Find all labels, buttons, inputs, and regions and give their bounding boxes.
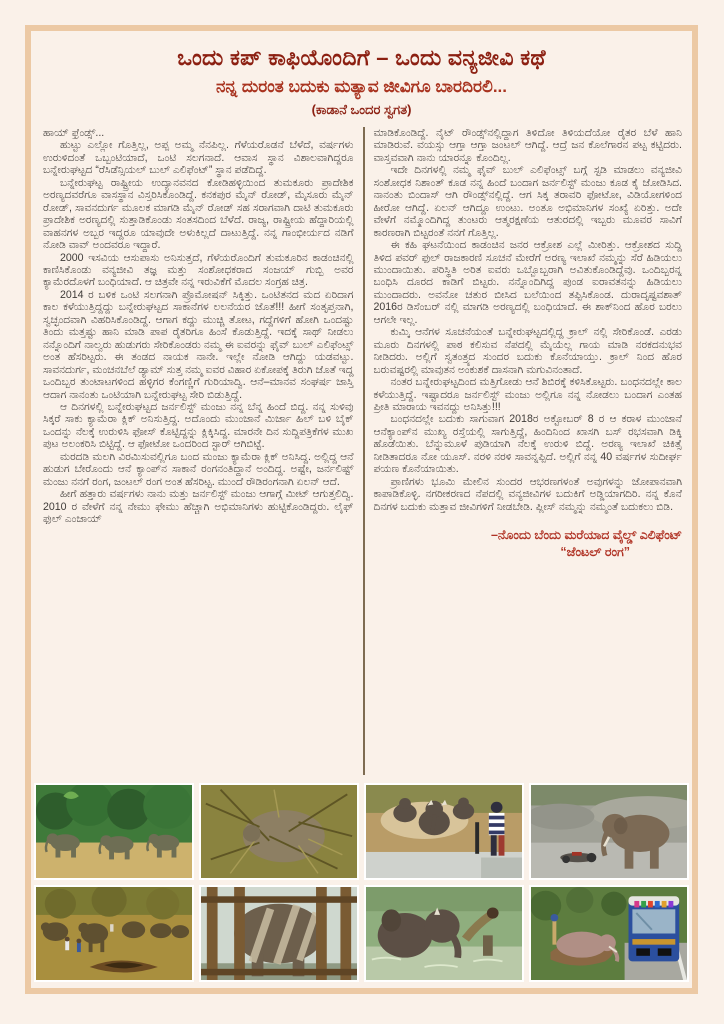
paragraph: ಮರದಡಿ ಮಲಗಿ ವಿರಮಿಸುವಲ್ಲಿಗೂ ಬಂದ ಮಂಜು ಕ್ಯಾಮೆರಾ ಕ್ಲಿಕ್ ಅನಿಸಿದ್ದ. ಅಲ್ಲಿದ್ದ ಆನೆ ಹುಡುಗ ಬೇರೊಂದು ಆನೆ ಕ್ಯಾಂಪ್‌ನ ಸಾಕಾನೆ ರಂಗನಂತಿದ್ದಾನೆ ಅಂದಿದ್ದ. ಅಷ್ಟೇ, ಜರ್ನಲಿಷ್ಟ್ ಮಂಜು ನನಗೆ ರಂಗ, ಜಂಟಲ್ ರಂಗ ಅಂತ ಹೆಸರಿಟ್ಟ. ಮುಂದೆ ರೌಡಿರಂಗನಾಗಿ ಏಲನ್ ಆದೆ. — [43, 450, 354, 488]
photo-elephants-grazing-forest-edge — [34, 783, 194, 880]
paragraph: ಆ ದಿನಗಳಲ್ಲಿ ಬನ್ನೇರುಘಟ್ಟದ ಜರ್ನಲಿಸ್ಟ್ ಮಂಜು ನನ್ನ ಬೆನ್ನ ಹಿಂದೆ ಬಿದ್ದ. ನನ್ನ ಸುಳಿವು ಸಿಕ್ಕರೆ ಸಾಕು ಕ್ಯಾಮೆರಾ ಕ್ಲಿಕ್ ಅನಿಸುತ್ತಿದ್ದ. ಅದೊಂದು ಮುಂಜಾನೆ ಮಿರ್ಜಾ ಹಿಲ್ ಬಳಿ ಬೈಕ್ ಒಂದನ್ನು ನೆಲಕ್ಕೆ ಉರುಳಿಸಿ ಫೋಸ್ ಕೊಟ್ಟಿದ್ದನ್ನು ಕ್ಲಿಕ್ಕಿಸಿದ್ದ. ಮಾರನೇ ದಿನ ಸುದ್ದಿಪತ್ರಿಕೆಗಳ ಮುಖ ಪುಟ ಅಲಂಕರಿಸಿ ಬಿಟ್ಟಿದ್ದೆ. ಆ ಫೋಟೋ ಒಂದರಿಂದ ಸ್ಟಾರ್ ಆಗಿಬಿಟ್ಟೆ. — [43, 400, 354, 451]
elephant-bathing-illustration — [366, 887, 522, 980]
photo-elephant-in-wooden-kraal — [199, 885, 359, 982]
paragraph: ಕುಮ್ಕಿ ಆನೆಗಳ ಸೂಚನೆಯಂತೆ ಬನ್ನೇರುಘಟ್ಟದಲ್ಲಿದ್ದ ಕ್ರಾಲ್ ನಲ್ಲಿ ಸೇರಿಕೊಂಡೆ. ಎರಡು ಮೂರು ದಿನಗಳಲ್ಲಿ ಪಾಠ ಕಲಿಸುವ ನೆಪದಲ್ಲಿ ಮೈಯೆಲ್ಲ ಗಾಯ ಮಾಡಿ ನರಕದನುಭವ ನೀಡಿದರು. ಅಲ್ಲಿಗೆ ಸ್ವತಂತ್ರ್ಯದ ಸುಂದರ ಬದುಕು ಕೊನೆಯಾಯ್ತು. ಕ್ರಾಲ್ ನಿಂದ ಹೊರ ಬರುವಷ್ಟರಲ್ಲಿ ಮಾವುತನ ಅಂಕುಶಕೆ ದಾಸನಾಗಿ ಮಗುವಿನಂತಾದೆ. — [373, 326, 682, 376]
elephant-bus-accident-illustration — [531, 887, 687, 980]
photo-injured-elephant-beside-bus — [529, 885, 689, 982]
paragraph: 2000 ಇಸವಿಯ ಆಸುಪಾಸು ಅನಿಸುತ್ತದೆ, ಗೆಳೆಯರೊಂದಿಗೆ ತುಮಕೂರಿನ ಕಾಡಂಚಿನಲ್ಲಿ ಕಾಣಿಸಿಕೊಂಡು ವನ್ಯಜೀವಿ ತಜ್ಞ ಮತ್ತು ಸಂಶೋಧಕರಾದ ಸಂಜಯ್ ಗುಬ್ಬಿ ಅವರ ಕ್ಯಾಮೆರದೊಳಗೆ ಬಂಧಿಯಾದೆ. ಆ ಚಿತ್ರವೇ ನನ್ನ ಇರುವಿಕೆಗೆ ಮೊದಲ ಸಂಗ್ರಹ ಚಿತ್ರ. — [43, 251, 354, 289]
signature-line-1: –ನೊಂದು ಬೆಂದು ಮರೆಯಾದ ವೈಲ್ಡ್ ಎಲಿಫೆಂಟ್ — [490, 528, 682, 543]
paragraph: ಇದೇ ದಿನಗಳಲ್ಲಿ ನಮ್ಮ ಫೈವ್ ಬುಲ್ ಎಲಿಫೆಂಟ್ಸ್ ಬಗ್ಗೆ ಸ್ಟಡಿ ಮಾಡಲು ವನ್ಯಜೀವಿ ಸಂಶೋಧಕ ನಿಶಾಂತ್ ಕೂಡ ನನ್ನ ಹಿಂದೆ ಬಂದಾಗ ಜರ್ನಲಿಸ್ಟ್ ಮಂಜು ಕೂಡ ಕೈ ಜೋಡಿಸಿದ. ನಾನಂತು ಬಿಂದಾಸ್ ಆಗಿ ರೌಂಡ್ಸ್‌ನಲ್ಲಿದ್ದೆ. ಆಗ ಸಿಕ್ಕ ತರಾವರಿ ಫೋಟೋ, ವಿಡಿಯೋಗಳಿಂದ ಹೀರೋ ಆಗಿದ್ದೆ. ಏಲನ್ ಆಗಿದ್ದೂ ಉಂಟು. ಅಂತೂ ಅಭಿಮಾನಿಗಳ ಸಂಖ್ಯೆ ಏರಿತ್ತು. ಅದೇ ವೇಳೆಗೆ ನಮ್ಮೊಂದಿಗಿದ್ದ ತುಂಟರು ಆತ್ಮರಕ್ಷಣೆಯ ಆತುರದಲ್ಲಿ ಇಬ್ಬರು ಮೂವರ ಸಾವಿಗೆ ಕಾರಣರಾಗಿ ಬಿಟ್ಟರಂತೆ ನನಗೆ ಗೊತ್ತಿಲ್ಲ. — [373, 164, 682, 239]
paragraph: 2014 ರ ಬಳಿಕ ಒಂಟಿ ಸಲಗನಾಗಿ ಪ್ರೊಮೋಷನ್ ಸಿಕ್ಕಿತ್ತು. ಒಂಟಿತನದ ಮದ ಏರಿದಾಗ ಕಾಲ ಕಳೆಯುತ್ತಿದ್ದದ್ದು ಬನ್ನೇರುಘಟ್ಟದ ಸಾಕಾನೆಗಳ ಲಲನೆಯರ ಜೊತೆ!!! ಹೀಗೆ ಸಂತೃಪ್ತನಾಗಿ, ಸ್ವಚ್ಛಂದವಾಗಿ ವಿಹರಿಸಿಕೊಂಡಿದ್ದೆ. ಆಗಾಗ ಕದ್ದು ಮುಚ್ಚಿ ತೋಟ, ಗದ್ದೆಗಳಿಗೆ ಹೋಗಿ ಒಂದಷ್ಟು ತಿಂದು ಮತ್ತಷ್ಟು ಹಾನಿ ಮಾಡಿ ಪಾಪ ರೈತರಿಗೂ ಹಿಂಸೆ ಕೊಡುತ್ತಿದ್ದೆ. ಇದಕ್ಕೆ ಸಾಥ್ ನೀಡಲು ನನ್ನೊಂದಿಗೆ ನಾಲ್ವರು ಹುಡುಗರು ಸೇರಿಕೊಂಡರು ನಮ್ಮ ಈ ಐವರನ್ನು ಫೈವ್ ಬುಲ್ ಎಲಿಫೆಂಟ್ಸ್ ಅಂತ ಹೆಸರಿಟ್ಟರು. ಈ ತಂಡದ ನಾಯಕ ನಾನೇ. ಇಲ್ಲೇ ನೋಡಿ ಆಗಿದ್ದು ಯಡವಟ್ಟು. ಸಾವನದುರ್ಗ, ಮಂಚನಬೆಲೆ ಡ್ಯಾಮ್ ಸುತ್ತ ನಮ್ಮ ಐವರ ವಿಹಾರ ಏಕೋಪಕ್ಕೆ ತಿರುಗಿ ಜೊತೆ ಇದ್ದ ಒಂದಿಬ್ಬರ ತುಂಟಾಟಗಳಿಂದ ಹಳ್ಳಿಗರ ಕೆಂಗಣ್ಣಿಗೆ ಗುರಿಯಾದ್ವಿ. ಆನೆ–ಮಾನವ ಸಂಘರ್ಷ ಜಾಸ್ತಿ ಆದಾಗ ನಾನಂತು ಒಂಟಿಯಾಗಿ ಬನ್ನೇರುಘಟ್ಟ ಸೇರಿ ಬಿಡುತ್ತಿದ್ದೆ. — [43, 288, 354, 401]
article-subtitle: ನನ್ನ ದುರಂತ ಬದುಕು ಮತ್ಯಾವ ಜೀವಿಗೂ ಬಾರದಿರಲಿ... — [215, 77, 508, 96]
left-column — [43, 127, 363, 775]
photo-elephant-camp-mahouts — [34, 885, 194, 982]
elephant-camp-illustration — [36, 887, 192, 980]
article-title: ಒಂದು ಕಪ್ ಕಾಫಿಯೊಂದಿಗೆ – ಒಂದು ವನ್ಯಜೀವಿ ಕಥೆ — [177, 45, 546, 70]
bus-figure — [629, 896, 680, 961]
photo-elephant-bathing-with-mahout — [364, 885, 524, 982]
page-frame — [25, 25, 698, 994]
paragraph: ಬನ್ನೇರುಘಟ್ಟ ರಾಷ್ಟ್ರೀಯ ಉದ್ಯಾನವನದ ಕೋಡಿಹಳ್ಳಿಯಿಂದ ತುಮಕೂರು ಪ್ರಾದೇಶಿಕ ಅರಣ್ಯದವರೆಗೂ ವಾಸಸ್ಥಾನ ವಿಸ್ತರಿಸಿಕೊಂಡಿದ್ದೆ. ಕನಕಪುರ ಮೈನ್ ರೋಡ್, ಮೈಸೂರು ಮೈನ್ ರೋಡ್, ಸಾವನದುರ್ಗ ಮೂಲಕ ಮಾಗಡಿ ಮೈನ್ ರೋಡ್ ಸಹ ಸರಾಗವಾಗಿ ದಾಟಿ ತುಮಕೂರು ಪ್ರಾದೇಶಿಕ ಅರಣ್ಯದಲ್ಲಿ ಸುತ್ತಾಡಿಕೊಂಡು ಸಂತಸದಿಂದ ಬೆಳೆದೆ. ರಾಜ್ಯ, ರಾಷ್ಟ್ರೀಯ ಹೆದ್ದಾರಿಯಲ್ಲಿ ವಾಹನಗಳ ಅಬ್ಬರ ಇದ್ದರೂ ಯಾವುದೇ ಅಳುಕಿಲ್ಲದೆ ದಾಟುತ್ತಿದ್ದೆ. ನನ್ನ ಗಾಂಭೀರ್ಯದ ನಡಿಗೆ ನೋಡಿ ವಾವ್ ಅಂದವರೂ ಇದ್ದಾರೆ. — [43, 176, 354, 252]
photo-elephant-hidden-in-scrub — [199, 783, 359, 880]
paragraph: ಪ್ರಾಣಿಗಳು ಭೂಮಿ ಮೇಲಿನ ಸುಂದರ ಆಭರಣಗಳಂತೆ ಅವುಗಳನ್ನು ಜೋಪಾನವಾಗಿ ಕಾಪಾಡಿಕೊಳ್ಳಿ. ನಗರೀಕರಣದ ನೆಪದಲ್ಲಿ ವನ್ಯಜೀವಿಗಳ ಬದುಕಿಗೆ ಅಡ್ಡಿಯಾಗದಿರಿ. ನನ್ನ ಕೊನೆ ದಿನಗಳ ಬದುಕು ಮತ್ತಾವ ಜೀವಿಗಳಿಗೆ ನೀಡಬೇಡಿ. ಪ್ಲೀಸ್ ನಮ್ಮನ್ನು ನಮ್ಮಂತೆ ಬದುಕಲು ಬಿಡಿ. — [373, 475, 682, 513]
signature-block — [374, 527, 683, 561]
elephants-grazing-illustration — [36, 785, 192, 878]
paragraph: ಹೀಗೆ ಹತ್ತಾರು ವರ್ಷಗಳು ನಾನು ಮತ್ತು ಜರ್ನಲಿಸ್ಟ್ ಮಂಜು ಆಗಾಗ್ಗೆ ಮೀಟ್ ಆಗುತ್ತಲಿದ್ವಿ. 2010 ರ ವೇಳೆಗೆ ನನ್ನ ನೇಮು ಫೇಮು ಹೆಚ್ಚಾಗಿ ಅಭಿಮಾನಿಗಳು ಹುಟ್ಟಿಕೊಂಡಿದ್ದರು. ಲೈಫ್ ಫುಲ್ ಎಂಜಾಯ್ — [43, 488, 354, 526]
elephant-road-illustration — [531, 785, 687, 878]
elephant-hidden-illustration — [201, 785, 357, 878]
article-header — [31, 31, 692, 119]
paragraph: ಬಂಧನದಲ್ಲೇ ಬದುಕು ಸಾಗುವಾಗ 2018ರ ಅಕ್ಟೋಬರ್ 8 ರ ಆ ಕರಾಳ ಮುಂಜಾನೆ ಆನೆಕ್ಯಾಂಪ್‌ನ ಮುಖ್ಯ ರಸ್ತೆಯಲ್ಲಿ ಸಾಗುತ್ತಿದ್ದೆ, ಹಿಂದಿನಿಂದ ಖಾಸಗಿ ಬಸ್ ರಭಸವಾಗಿ ಡಿಕ್ಕಿ ಹೊಡೆಯಿತು. ಬೆನ್ನುಮೂಳೆ ಪುಡಿಯಾಗಿ ನೆಲಕ್ಕೆ ಉರುಳಿ ಬಿದ್ದೆ. ಅರಣ್ಯ ಇಲಾಖೆ ಚಿಕಿತ್ಸೆ ನೀಡಿತಾದರೂ ನೋ ಯೂಸ್. ನರಳಿ ನರಳಿ ಸಾವನ್ನಪ್ಪಿದೆ. ಅಲ್ಲಿಗೆ ನನ್ನ 40 ವರ್ಷಗಳ ಸುದೀರ್ಘ ಪಯಣ ಕೊನೆಯಾಯಿತು. — [373, 413, 682, 476]
article-body — [43, 127, 682, 775]
photo-elephant-on-road-fallen-motorcycle — [529, 783, 689, 880]
elephants-charging-illustration — [366, 785, 522, 878]
elephant-kraal-illustration — [201, 887, 357, 980]
paragraph: ಈ ಕಹಿ ಘಟನೆಯಿಂದ ಕಾಡಂಚಿನ ಜನರ ಆಕ್ರೋಶ ಎಲ್ಲೆ ಮೀರಿತ್ತು. ಆಕ್ರೋಶದ ಸುದ್ದಿ ತಿಳಿದ ಪವರ್ ಫುಲ್ ರಾಜಕಾರಣಿ ಸೂಚನೆ ಮೇರೆಗೆ ಅರಣ್ಯ ಇಲಾಖೆ ನಮ್ಮನ್ನು ಸೆರೆ ಹಿಡಿಯಲು ಮುಂದಾಯಿತು. ಪರಿಸ್ಥಿತಿ ಅರಿತ ಐವರು ಒಬ್ಬೊಬ್ಬರಾಗಿ ಅವಿತುಕೊಂಡಿದ್ದೆವು. ಒಂದಿಬ್ಬರನ್ನ ಬಂಧಿಸಿ ದೂರದ ಕಾಡಿಗೆ ಬಿಟ್ಟರು. ನನ್ನೊಂದಿಗಿದ್ದ ಪುಂಡ ಐರಾವತನನ್ನು ಹಿಡಿಯಲು ಮುಂದಾದರು. ಅವನೋ ಚತುರ ಬೀಸಿದ ಬಲೆಯಿಂದ ತಪ್ಪಿಸಿಕೊಂಡ. ದುರಾದೃಷ್ಟವಶಾತ್ 2016ರ ಡಿಸೆಂಬರ್ ನಲ್ಲಿ ಮಾಗಡಿ ಅರಣ್ಯದಲ್ಲಿ ಬಂಧಿಯಾದೆ. ಈ ಶಾಕ್‌ನಿಂದ ಹೊರ ಬರಲು ಆಗಲೇ ಇಲ್ಲ. — [373, 239, 682, 326]
right-column-paragraphs — [374, 127, 683, 513]
signature-line-2: “ಜೆಂಟಲ್ ರಂಗ” — [560, 545, 630, 560]
photo-elephants-charging-photographer — [364, 783, 524, 880]
right-column — [363, 127, 683, 775]
article-subtitle-note: (ಕಾಡಾನೆ ಒಂದರ ಸ್ವಗತ) — [311, 102, 412, 117]
paragraph: ಹಾಯ್ ಫ್ರೆಂಡ್ಸ್... — [43, 127, 105, 139]
paragraph: ಹುಟ್ಟು ಎಲ್ಲೋ ಗೊತ್ತಿಲ್ಲ, ಅಪ್ಪ ಅಮ್ಮ ನೆನಪಿಲ್ಲ. ಗೆಳೆಯರೊಡನೆ ಬೆಳೆದೆ, ವರ್ಷಗಳು ಉರುಳಿದಂತೆ ಒಬ್ಬಂಟಿಯಾದೆ, ಒಂಟಿ ಸಲಗನಾದೆ. ಆವಾಸ ಸ್ಥಾನ ವಿಶಾಲವಾಗಿದ್ದರೂ ಬನ್ನೇರುಘಟ್ಟದ “ರೆಸಿಡೆನ್ಸಿಯಲ್ ಬುಲ್ ಎಲಿಫೆಂಟ್” ಸ್ಥಾನ ಪಡೆದಿದ್ದೆ. — [43, 139, 354, 177]
photo-grid — [34, 783, 689, 982]
paragraph: ನಂತರ ಬನ್ನೇರುಘಟ್ಟದಿಂದ ಮತ್ತಿಗೋಡು ಆನೆ ಶಿಬಿರಕ್ಕೆ ಕಳಿಸಿಕೊಟ್ಟರು. ಬಂಧನದಲ್ಲೇ ಕಾಲ ಕಳೆಯುತ್ತಿದ್ದೆ. ಇಷ್ಟಾದರೂ ಜರ್ನಲಿಸ್ಟ್ ಮಂಜು ಅಲ್ಲಿಗೂ ನನ್ನ ನೋಡಲು ಬಂದಾಗ ಎಂತಹ ಪ್ರೀತಿ ಮಾರಾಯ ಇವನದ್ದು ಅನಿಸಿತ್ತು!!! — [373, 376, 682, 413]
paragraph: ಮಾಡಿಕೊಂಡಿದ್ದೆ. ನೈಟ್ ರೌಂಡ್ಸ್‌ನಲ್ಲಿದ್ದಾಗ ತಿಳಿದೋ ತಿಳಿಯದೆಯೋ ರೈತರ ಬೆಳೆ ಹಾನಿ ಮಾಡಿರುವೆ. ವಯಸ್ಸು ಆಗ್ತಾ ಆಗ್ತಾ ಜಂಟಲ್ ಆಗಿದ್ದೆ. ಆದ್ರೆ ಜನ ಕೊಲೆಗಾರನ ಪಟ್ಟ ಕಟ್ಟಿದರು. ವಾಸ್ತವವಾಗಿ ನಾನು ಯಾರನ್ನೂ ಕೊಂದಿಲ್ಲ. — [373, 127, 682, 164]
